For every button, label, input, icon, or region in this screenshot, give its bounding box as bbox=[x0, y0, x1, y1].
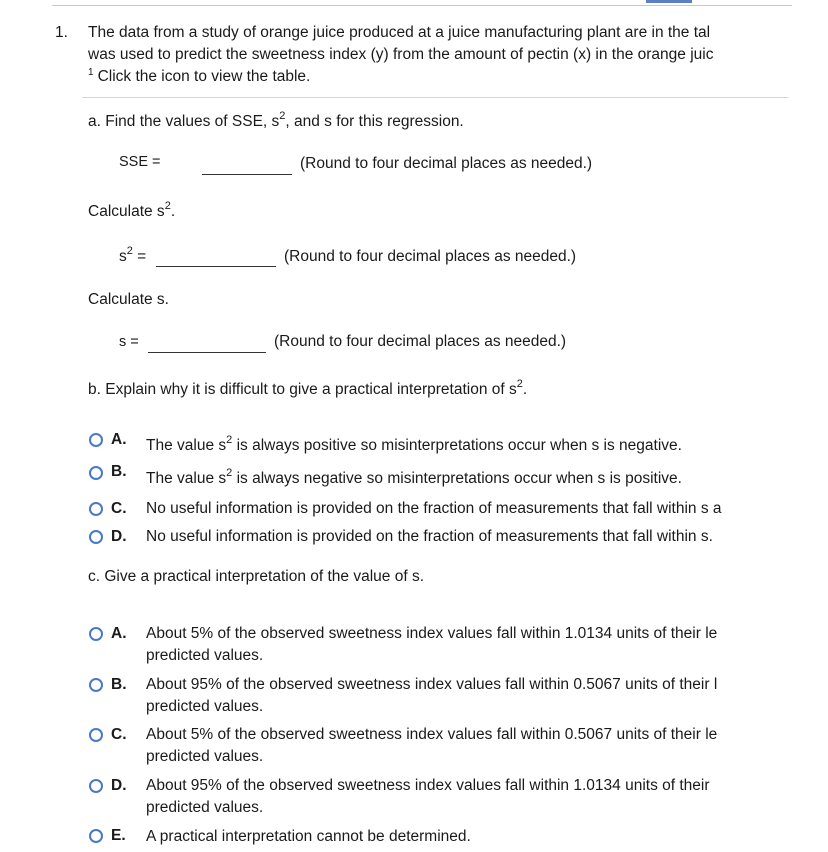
view-table-text: Click the icon to view the table. bbox=[97, 68, 311, 85]
radio-button[interactable] bbox=[89, 627, 103, 641]
s2-hint: (Round to four decimal places as needed.) bbox=[284, 248, 577, 265]
section-divider bbox=[82, 97, 788, 98]
option-text: The value $s^2$ is always negative so misinterpretations occur when s is positive. bbox=[146, 467, 682, 487]
s-label: s = bbox=[119, 334, 139, 350]
option-text: No useful information is provided on the fraction of measurements that fall within s. bbox=[146, 528, 713, 545]
sse-hint: (Round to four decimal places as needed.) bbox=[300, 155, 593, 172]
s2-label: $s^2$ = bbox=[119, 245, 147, 265]
question-panel: 1. The data from a study of orange juice produced at a juice manufacturing plant are in the tal was used to predict the sweetness index (y) from the amount of pectin (x) in the orange juic $^1$ Click the icon to view the table. a. Find the values of SSE, $s^2$, and s for this regression. SSE = (Round to four decimal places as needed.) Calculate $s^2$. $s^2$ = (Round to four decimal places as needed.) Calculate s. s = (Round to four decimal places as needed.) b. Explain why it is difficult to give a practical interpretation of $s^2$. A. The value $s^2$ is always positive so misinterpretations occur when s is negative. B. The value $s^2$ is always negative so misinterpretations occur when s is positive. C. No useful information is provided on the fraction of measurements that fall within s a D. No useful information is provided on the fraction of measurements that fall within s. c. Give a practical interpretation of the value of s. A. About 5% of the observed sweetness index values fall within 1.0134 units of their le predicted values. B. About 95% of the observed sweetness index values fall within 0.5067 units of their l predicted values. C. About 5% of the observed sweetness index values fall within 0.5067 units of their le predicted values. D. About 95% of the observed sweetness index values fall within 1.0134 units of their predicted values. E. A practical interpretation cannot be determined. bbox=[0, 0, 788, 852]
option-text: The value $s^2$ is always positive so misinterpretations occur when s is negative. bbox=[146, 434, 682, 454]
question-intro-line1: The data from a study of orange juice produced at a juice manufacturing plant are in the tal bbox=[88, 24, 711, 41]
radio-button[interactable] bbox=[89, 466, 103, 480]
info-icon[interactable]: 1 bbox=[88, 67, 94, 78]
part-b-prompt: b. Explain why it is difficult to give a practical interpretation of $s^2$. bbox=[88, 378, 528, 398]
radio-button[interactable] bbox=[89, 829, 103, 843]
option-text: No useful information is provided on the fraction of measurements that fall within s a bbox=[146, 500, 722, 517]
option-text: About 5% of the observed sweetness index values fall within 0.5067 units of their le predicted values. bbox=[146, 726, 718, 765]
sse-input[interactable] bbox=[202, 174, 292, 175]
radio-button[interactable] bbox=[89, 433, 103, 447]
radio-button[interactable] bbox=[89, 779, 103, 793]
option-text: About 5% of the observed sweetness index values fall within 1.0134 units of their le predicted values. bbox=[146, 625, 718, 664]
option-text: A practical interpretation cannot be determined. bbox=[146, 828, 471, 845]
radio-button[interactable] bbox=[89, 530, 103, 544]
option-text: About 95% of the observed sweetness index values fall within 1.0134 units of their predicted values. bbox=[146, 777, 710, 816]
part-a-prompt: a. Find the values of SSE, $s^2$, and s for this regression. bbox=[88, 110, 464, 130]
question-intro-line2: was used to predict the sweetness index (y) from the amount of pectin (x) in the orange juic bbox=[88, 46, 714, 63]
s-hint: (Round to four decimal places as needed.) bbox=[274, 333, 567, 350]
part-c-prompt: c. Give a practical interpretation of the value of s. bbox=[88, 568, 425, 585]
s2-input[interactable] bbox=[156, 266, 276, 267]
calculate-s-label: Calculate s. bbox=[88, 291, 169, 308]
calculate-s2-label: Calculate $s^2$. bbox=[88, 200, 176, 220]
radio-button[interactable] bbox=[89, 678, 103, 692]
radio-button[interactable] bbox=[89, 502, 103, 516]
s-input[interactable] bbox=[148, 352, 266, 353]
sse-label: SSE = bbox=[119, 154, 161, 170]
radio-button[interactable] bbox=[89, 728, 103, 742]
view-table-link[interactable] bbox=[88, 68, 310, 86]
question-number: 1. bbox=[55, 24, 68, 41]
option-text: About 95% of the observed sweetness index values fall within 0.5067 units of their l predicted values. bbox=[146, 676, 718, 715]
